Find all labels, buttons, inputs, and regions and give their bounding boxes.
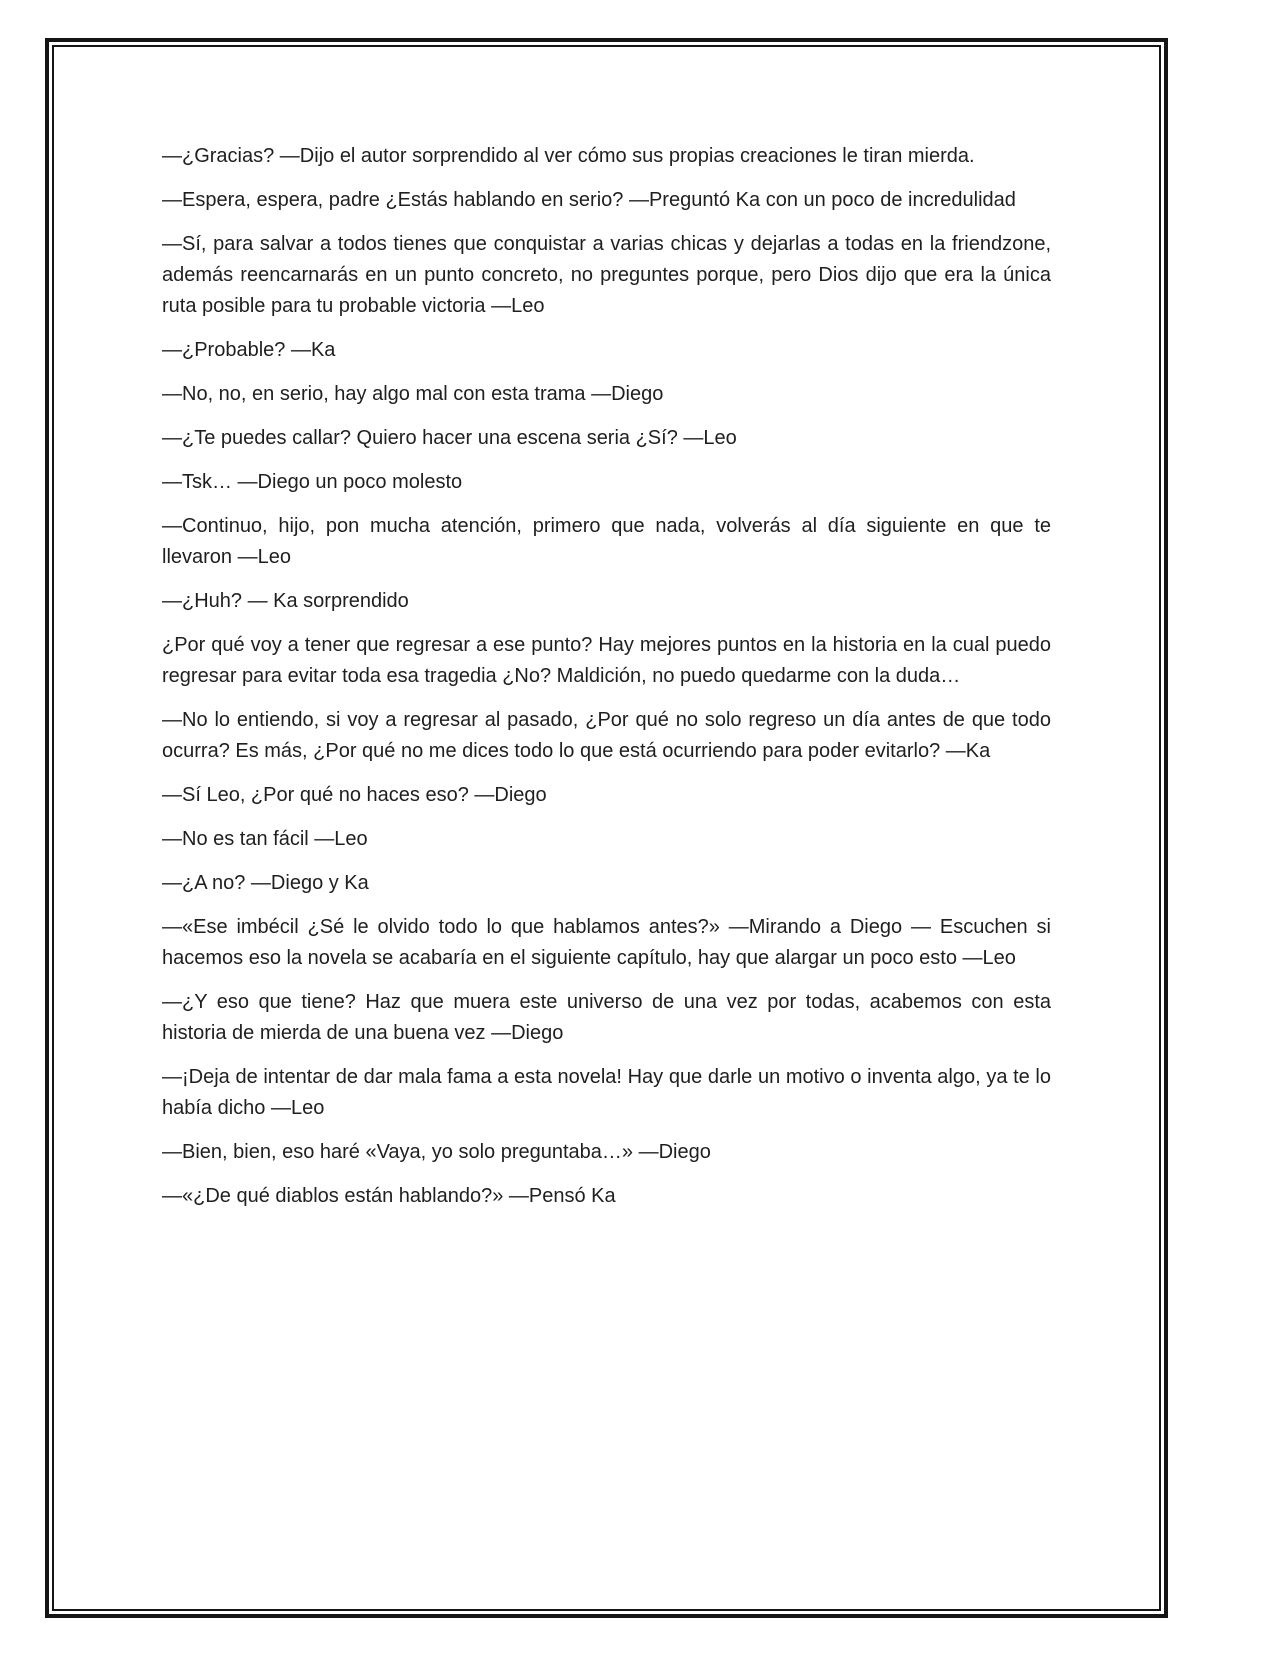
document-content xyxy=(54,47,1159,1609)
paragraph: —¿Huh? — Ka sorprendido xyxy=(162,590,409,612)
paragraph: —Sí, para salvar a todos tienes que conquistar a varias chicas y dejarlas a todas en la friendzone, además reencarnarás en un punto concreto, no preguntes porque, pero Dios dijo que era la única ruta posible para tu probable victoria —Leo xyxy=(162,233,1051,317)
paragraph: —«¿De qué diablos están hablando?» —Pensó Ka xyxy=(162,1185,616,1207)
page-border-outer xyxy=(45,38,1168,1618)
paragraph: —No es tan fácil —Leo xyxy=(162,828,368,850)
paragraph: —¿Te puedes callar? Quiero hacer una escena seria ¿Sí? —Leo xyxy=(162,427,737,449)
paragraph: —No lo entiendo, si voy a regresar al pasado, ¿Por qué no solo regreso un día antes de que todo ocurra? Es más, ¿Por qué no me dices todo lo que está ocurriendo para poder evitarlo? —Ka xyxy=(162,709,1051,762)
paragraph: —¿A no? —Diego y Ka xyxy=(162,872,369,894)
paragraph: —«Ese imbécil ¿Sé le olvido todo lo que hablamos antes?» —Mirando a Diego — Escuchen si hacemos eso la novela se acabaría en el siguiente capítulo, hay que alargar un poco esto —Leo xyxy=(162,916,1051,969)
paragraph: —Tsk… —Diego un poco molesto xyxy=(162,471,463,493)
paragraph: —¿Y eso que tiene? Haz que muera este universo de una vez por todas, acabemos con esta historia de mierda de una buena vez —Diego xyxy=(162,991,1051,1044)
paragraph: —Espera, espera, padre ¿Estás hablando en serio? —Preguntó Ka con un poco de incredulidad xyxy=(162,189,1016,211)
paragraph: —¿Gracias? —Dijo el autor sorprendido al ver cómo sus propias creaciones le tiran mierda. xyxy=(162,145,975,167)
paragraph: —No, no, en serio, hay algo mal con esta trama —Diego xyxy=(162,383,664,405)
paragraph: —Sí Leo, ¿Por qué no haces eso? —Diego xyxy=(162,784,547,806)
paragraph: ¿Por qué voy a tener que regresar a ese punto? Hay mejores puntos en la historia en la cual puedo regresar para evitar toda esa tragedia ¿No? Maldición, no puedo quedarme con la duda… xyxy=(162,634,1051,687)
paragraph: —Continuo, hijo, pon mucha atención, primero que nada, volverás al día siguiente en que te llevaron —Leo xyxy=(162,515,1051,568)
paragraph: —¿Probable? —Ka xyxy=(162,339,336,361)
page-border-inner xyxy=(52,45,1161,1611)
paragraph: —¡Deja de intentar de dar mala fama a esta novela! Hay que darle un motivo o inventa algo, ya te lo había dicho —Leo xyxy=(162,1066,1051,1119)
paragraph: —Bien, bien, eso haré «Vaya, yo solo preguntaba…» —Diego xyxy=(162,1141,711,1163)
